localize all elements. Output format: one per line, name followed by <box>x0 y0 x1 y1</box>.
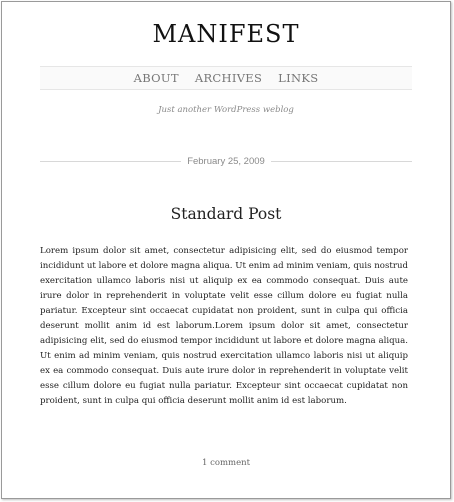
comments-link[interactable]: 1 comment <box>201 458 251 468</box>
nav-item-links[interactable]: LINKS <box>278 71 319 85</box>
post-date: February 25, 2009 <box>187 156 265 167</box>
post-body: Lorem ipsum dolor sit amet, consectetur adipisicing elit, sed do eiusmod tempor incididunt ut labore et dolore magna aliqua. Ut enim ad minim veniam, quis nostrud exercitation ullamco laboris nisi ut aliquip ex ea commodo consequat. Duis aute irure dolor in reprehenderit in voluptate velit esse cillum dolore eu fugiat nulla pariatur. Excepteur sint occaecat cupidatat non proident, sunt in culpa qui officia deserunt mollit anim id est laborum.Lorem ipsum dolor sit amet, consectetur adipisicing elit, sed do eiusmod tempor incididunt ut labore et dolore magna aliqua. Ut enim ad minim veniam, quis nostrud exercitation ullamco laboris nisi ut aliquip ex ea commodo consequat. Duis aute irure dolor in reprehenderit in voluptate velit esse cillum dolore eu fugiat nulla pariatur. Excepteur sint occaecat cupidatat non proident, sunt in culpa qui officia deserunt mollit anim id est laborum. <box>40 246 408 407</box>
post-title[interactable]: Standard Post <box>170 205 282 223</box>
main-nav <box>40 66 412 90</box>
site-title[interactable]: MANIFEST <box>152 20 300 48</box>
post-date-row <box>40 156 412 167</box>
nav-item-archives[interactable]: ARCHIVES <box>194 71 263 85</box>
date-rule-left <box>40 161 181 162</box>
nav-item-about[interactable]: ABOUT <box>133 71 179 85</box>
page-frame <box>1 1 451 499</box>
site-tagline: Just another WordPress weblog <box>158 105 294 115</box>
date-rule-right <box>271 161 412 162</box>
